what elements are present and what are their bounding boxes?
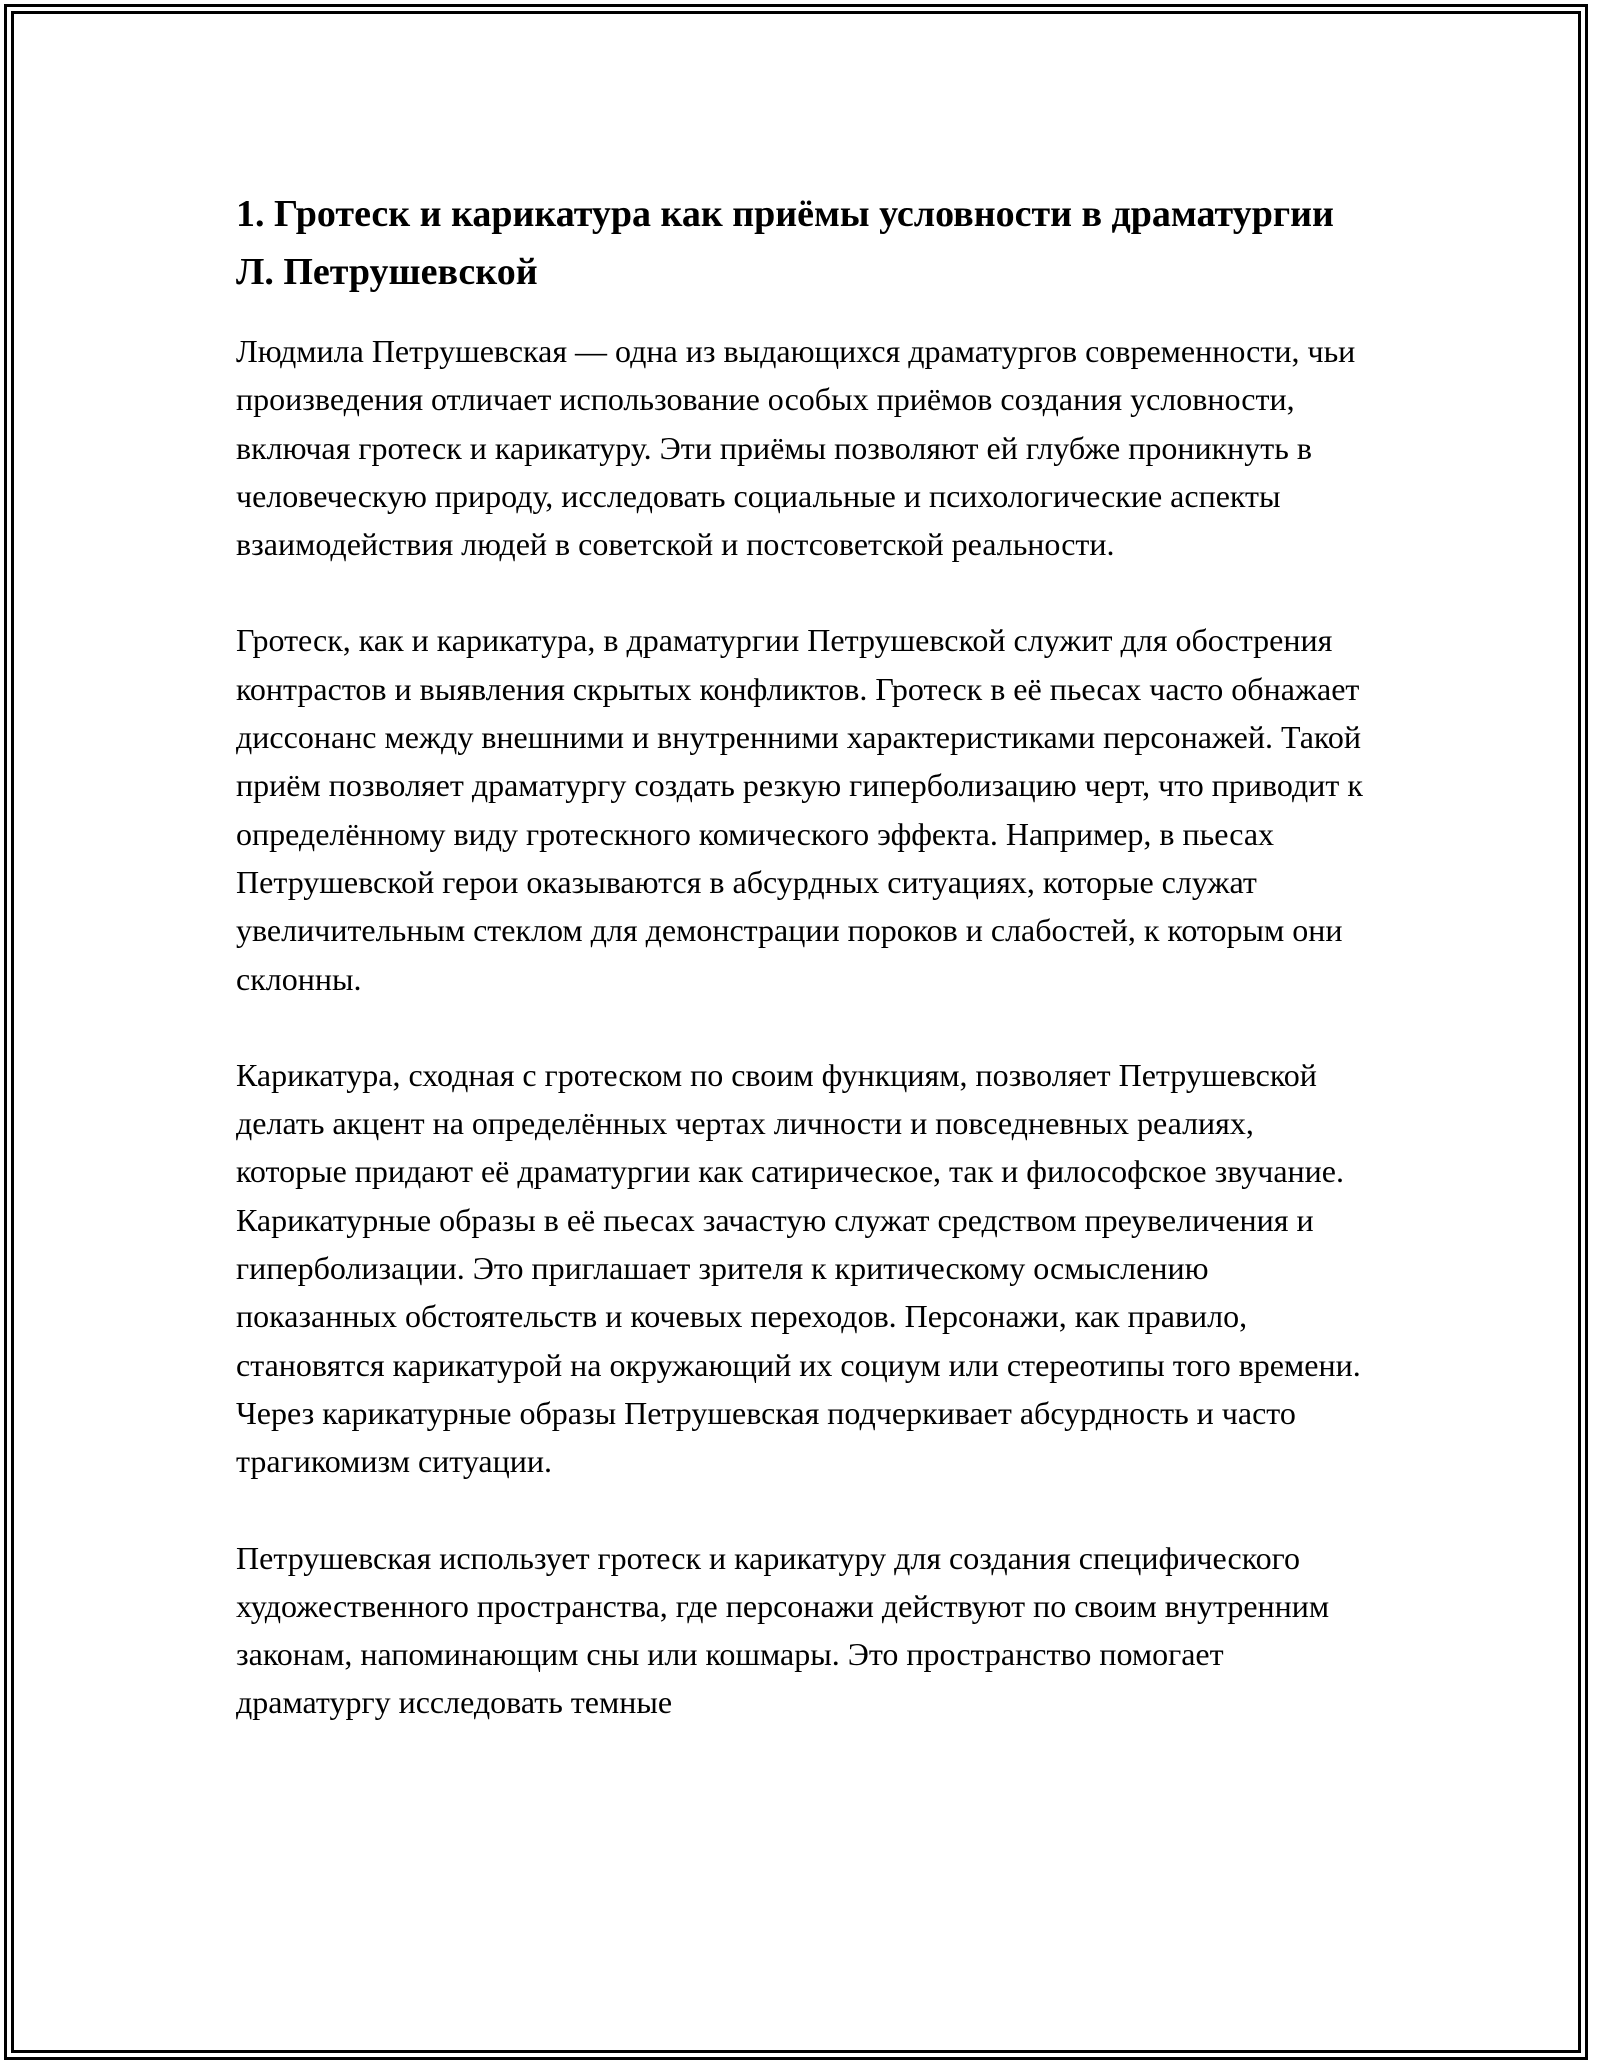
paragraph-2: Гротеск, как и карикатура, в драматургии Петрушевской служит для обострения контрастов и выявления скрытых конфликтов. Гротеск в её пьесах часто обнажает диссонанс между внешними и внутренними характеристиками персонажей. Такой приём позволяет драматургу создать резкую гиперболизацию черт, что приводит к определённому виду гротескного комического эффекта. Например, в пьесах Петрушевской герои оказываются в абсурдных ситуациях, которые служат увеличительным стеклом для демонстрации пороков и слабостей, к которым они склонны. xyxy=(236,622,1363,997)
paragraph-3: Карикатура, сходная с гротеском по своим функциям, позволяет Петрушевской делать акцент на определённых чертах личности и повседневных реалиях, которые придают её драматургии как сатирическое, так и философское звучание. Карикатурные образы в её пьесах зачастую служат средством преувеличения и гиперболизации. Это приглашает зрителя к критическому осмыслению показанных обстоятельств и кочевых переходов. Персонажи, как правило, становятся карикатурой на окружающий их социум или стереотипы того времени. Через карикатурные образы Петрушевская подчеркивает абсурдность и часто трагикомизм ситуации. xyxy=(236,1056,1361,1480)
document-body xyxy=(236,185,1366,1727)
paragraph-4: Петрушевская использует гротеск и карикатуру для создания специфического художественного пространства, где персонажи действуют по своим внутренним законам, напоминающим сны или кошмары. Это пространство помогает драматургу исследовать темные xyxy=(236,1539,1330,1721)
paragraph-1: Людмила Петрушевская — одна из выдающихся драматургов современности, чьи произведения отличает использование особых приёмов создания условности, включая гротеск и карикатуру. Эти приёмы позволяют ей глубже проникнуть в человеческую природу, исследовать социальные и психологические аспекты взаимодействия людей в советской и постсоветской реальности. xyxy=(236,333,1356,563)
section-heading: 1. Гротеск и карикатура как приёмы условности в драматургии Л. Петрушевской xyxy=(236,193,1334,293)
